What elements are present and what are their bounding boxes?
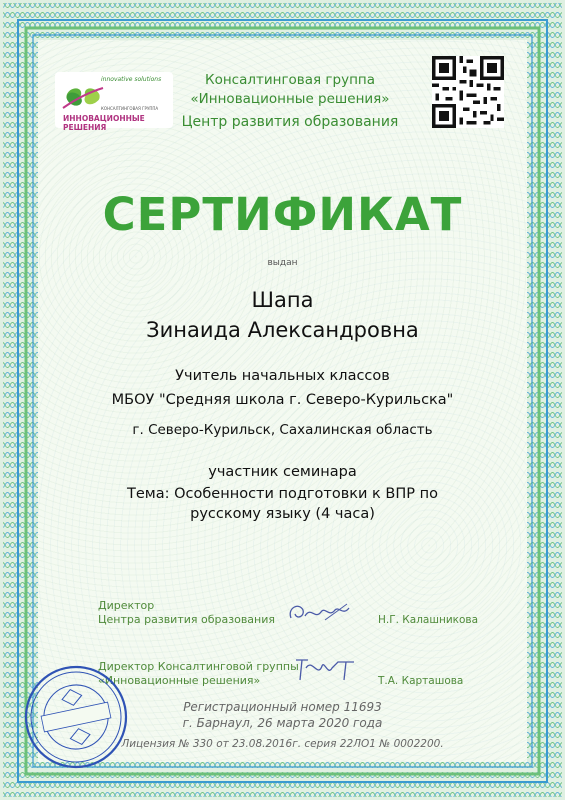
signature-icon: [285, 598, 355, 630]
org-line-2: «Инновационные решения»: [190, 91, 390, 107]
recipient-surname: Шапа: [251, 288, 314, 312]
issued-label: выдан: [267, 258, 298, 268]
recipient-position: Учитель начальных классов: [175, 368, 390, 384]
logo-text-en: innovative solutions: [101, 76, 162, 83]
registration-number: Регистрационный номер 11693: [183, 700, 382, 714]
org-line-3: Центр развития образования: [181, 114, 399, 130]
recipient-location: г. Северо-Курильск, Сахалинская область: [132, 422, 433, 438]
signature-icon: [288, 652, 360, 688]
participation-label: участник семинара: [208, 464, 357, 480]
logo-text-small: КОНСАЛТИНГОВАЯ ГРУППА: [101, 106, 159, 111]
signature-1-name: Н.Г. Калашникова: [378, 614, 479, 626]
topic-line-2: русскому языку (4 часа): [190, 506, 375, 522]
license-info: Лицензия № 330 от 23.08.2016г. серия 22ЛО1 № 0002200.: [121, 738, 444, 750]
recipient-first-names: Зинаида Александровна: [146, 318, 419, 342]
stamp-icon: [22, 663, 130, 771]
qr-code-icon: [432, 56, 504, 128]
topic-line-1: Тема: Особенности подготовки к ВПР по: [127, 486, 438, 502]
certificate-title: СЕРТИФИКАТ: [102, 188, 463, 241]
registration-place-date: г. Барнаул, 26 марта 2020 года: [182, 716, 383, 730]
recipient-school: МБОУ "Средняя школа г. Северо-Курильска": [111, 392, 454, 408]
signature-2-name: Т.А. Карташова: [378, 675, 464, 687]
signature-1-role-line-2: Центра развития образования: [98, 613, 275, 626]
signature-2-role-line-2: «Инновационные решения»: [98, 674, 261, 687]
logo-text-ru: ИННОВАЦИОННЫЕ РЕШЕНИЯ: [63, 114, 145, 132]
signature-2-role-line-1: Директор Консалтинговой группы: [98, 660, 299, 673]
org-line-1: Консалтинговая группа: [204, 72, 376, 88]
signature-1-role-line-1: Директор: [98, 599, 155, 612]
company-logo: [55, 72, 173, 132]
